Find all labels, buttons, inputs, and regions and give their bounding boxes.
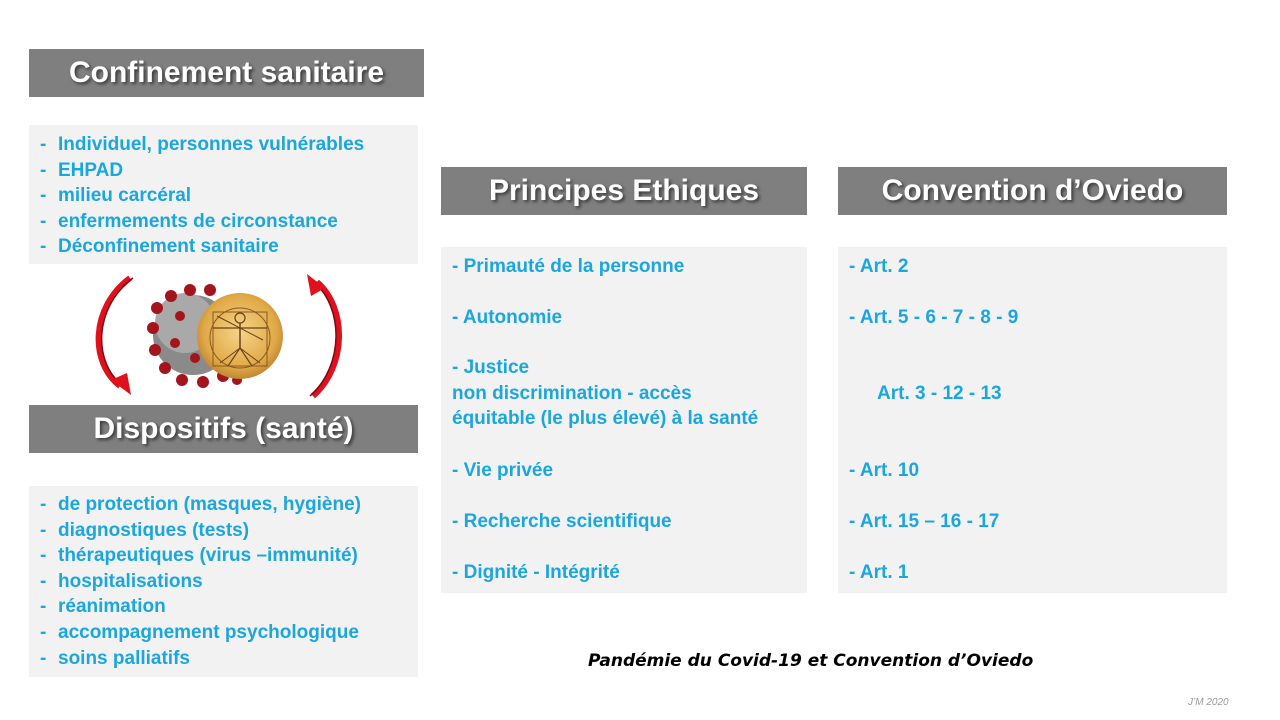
list-item: - Art. 5 - 6 - 7 - 8 - 9 xyxy=(849,307,1019,328)
list-item: - Individuel, personnes vulnérables xyxy=(40,134,365,155)
list-item: - EHPAD xyxy=(40,159,124,181)
list-item: - Justice xyxy=(452,357,530,378)
list-item: - Autonomie xyxy=(452,307,563,328)
list-item: - Vie privée xyxy=(452,460,554,481)
curved-arrow-icon xyxy=(99,278,133,395)
list-item: - de protection (masques, hygiène) xyxy=(40,494,361,515)
list-item: Art. 3 - 12 - 13 xyxy=(877,383,1002,404)
vitruvian-man-icon xyxy=(197,293,283,379)
curved-arrow-icon xyxy=(307,274,339,396)
author-signature: J’M 2020 xyxy=(1188,697,1229,708)
oviedo-panel xyxy=(838,247,1227,593)
list-item: - milieu carcéral xyxy=(40,185,192,207)
dispositifs-panel xyxy=(29,486,418,677)
oviedo-header: Convention d’Oviedo xyxy=(838,167,1227,215)
list-item: - Recherche scientifique xyxy=(452,511,672,532)
list-item: - soins palliatifs xyxy=(40,647,190,669)
list-item: - hospitalisations xyxy=(40,570,203,592)
list-item: équitable (le plus élevé) à la santé xyxy=(452,408,759,429)
confinement-header: Confinement sanitaire xyxy=(29,49,424,97)
confinement-panel xyxy=(29,125,418,264)
list-item: - Art. 2 xyxy=(849,256,909,277)
principes-header: Principes Ethiques xyxy=(441,167,807,215)
list-item: - Art. 15 – 16 - 17 xyxy=(849,511,1000,532)
list-item: - accompagnement psychologique xyxy=(40,621,359,643)
slide-caption: Pandémie du Covid-19 et Convention d’Oviedo xyxy=(588,651,1034,671)
list-item: - enfermements de circonstance xyxy=(40,210,338,232)
list-item: - Art. 10 xyxy=(849,460,920,481)
list-item: - Art. 1 xyxy=(849,562,909,583)
list-item: - Déconfinement sanitaire xyxy=(40,236,279,258)
list-item: - réanimation xyxy=(40,596,166,618)
list-item: non discrimination - accès xyxy=(452,383,692,404)
dispositifs-header: Dispositifs (santé) xyxy=(29,405,418,453)
list-item: - thérapeutiques (virus –immunité) xyxy=(40,545,358,567)
illustration xyxy=(85,268,355,403)
list-item: - diagnostiques (tests) xyxy=(40,519,250,541)
list-item: - Primauté de la personne xyxy=(452,256,685,277)
principes-panel xyxy=(441,247,807,593)
list-item: - Dignité - Intégrité xyxy=(452,562,620,583)
